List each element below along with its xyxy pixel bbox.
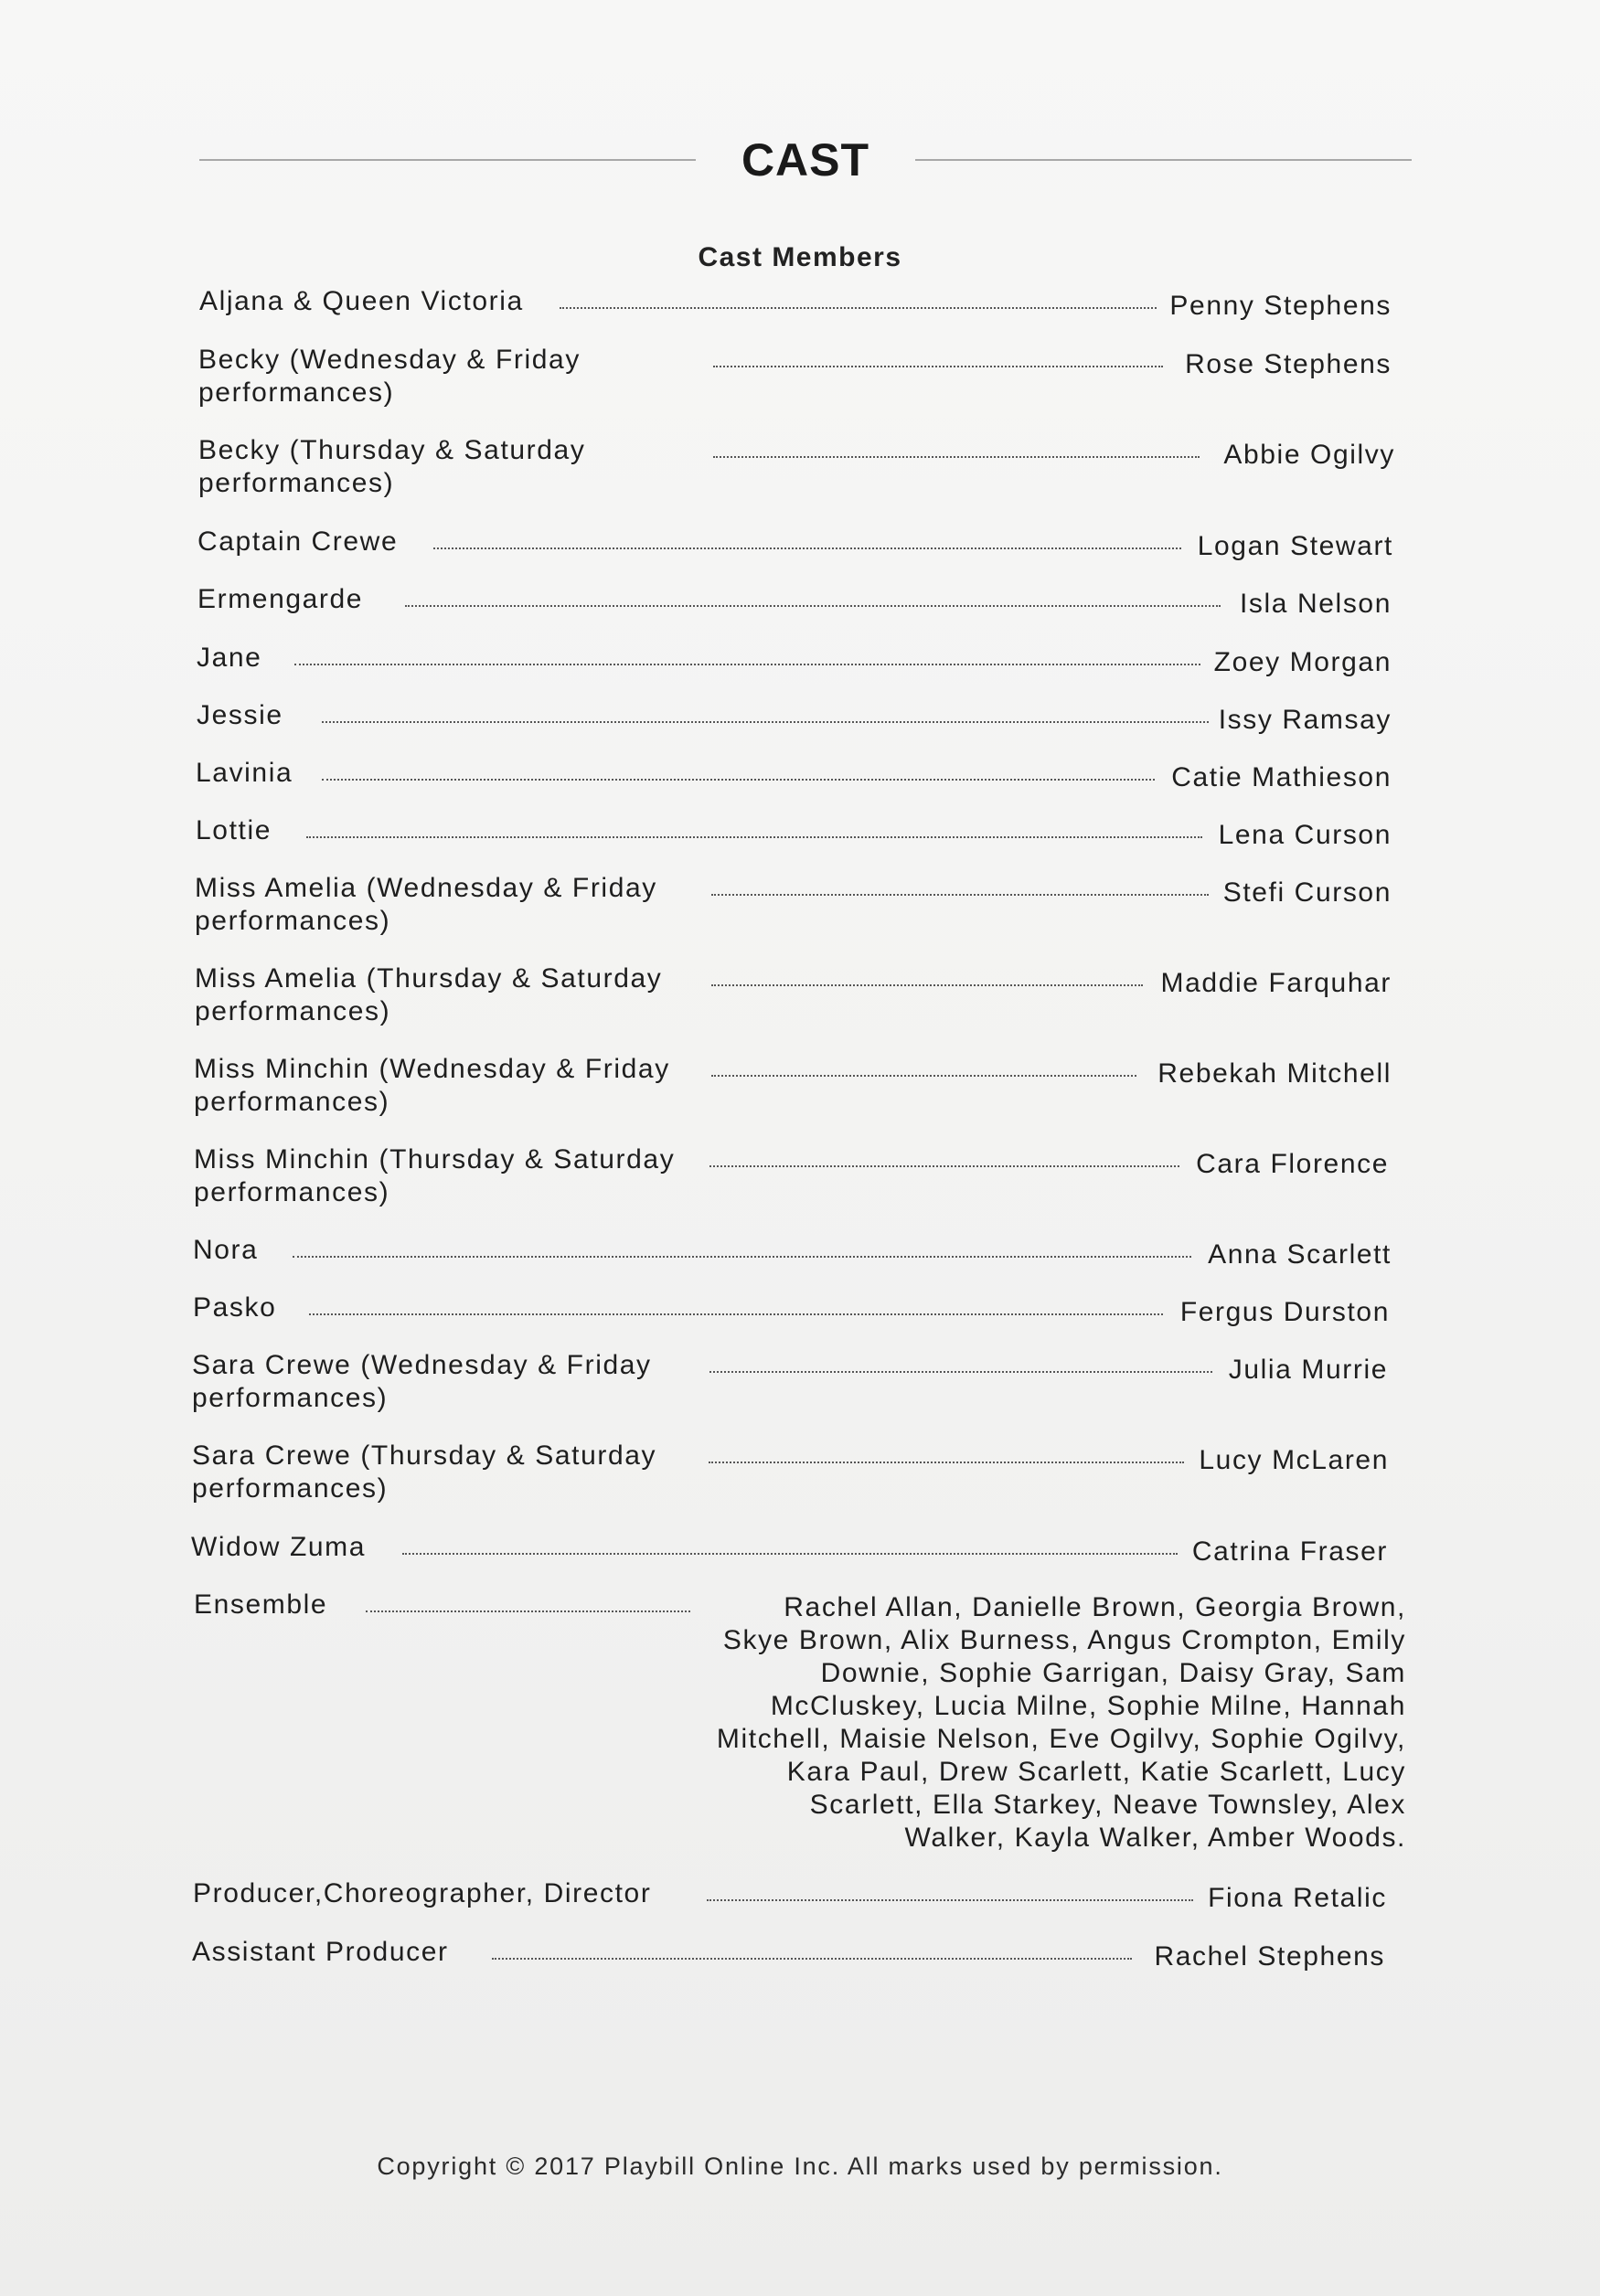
- cast-row: [0, 1053, 1600, 1117]
- role-name: Lottie: [196, 815, 272, 845]
- dot-leader: [709, 1462, 1184, 1463]
- dot-leader: [711, 984, 1143, 986]
- cast-row: [0, 757, 1600, 812]
- actor-name: Maddie Farquhar: [1160, 968, 1392, 998]
- cast-row: [0, 583, 1600, 638]
- role-name: Assistant Producer: [192, 1937, 449, 1967]
- role-name: Widow Zuma: [191, 1532, 367, 1562]
- actor-name: Rebekah Mitchell: [1157, 1058, 1392, 1089]
- role-name: Ermengarde: [197, 584, 364, 614]
- dot-leader: [709, 1165, 1179, 1167]
- actor-name: Rachel Stephens: [1154, 1941, 1385, 1972]
- actor-name: Abbie Ogilvy: [1223, 440, 1395, 470]
- role-name: Nora: [193, 1235, 259, 1265]
- section-subtitle: Cast Members: [698, 242, 902, 272]
- dot-leader: [433, 547, 1181, 549]
- cast-row: [0, 1440, 1600, 1504]
- role-name: Captain Crewe: [197, 526, 399, 557]
- role-name: Lavinia: [196, 758, 293, 788]
- ensemble-row: [0, 1589, 1600, 1853]
- role-name: Miss Amelia (Thursday & Saturday performances): [195, 963, 663, 1026]
- dot-leader: [322, 779, 1155, 781]
- cast-row: [0, 434, 1600, 498]
- role-name: Ensemble: [194, 1589, 328, 1620]
- cast-row: [0, 526, 1600, 580]
- cast-row: [0, 1234, 1600, 1289]
- dot-leader: [713, 366, 1163, 367]
- dot-leader: [366, 1610, 690, 1612]
- actor-name: Penny Stephens: [1169, 291, 1392, 321]
- dot-leader: [707, 1899, 1193, 1901]
- cast-row: [0, 344, 1600, 408]
- dot-leader: [492, 1958, 1132, 1960]
- cast-row: [0, 699, 1600, 754]
- actor-name: Catrina Fraser: [1191, 1536, 1388, 1567]
- role-name: Producer,Choreographer, Director: [193, 1878, 652, 1908]
- cast-row: [0, 1531, 1600, 1586]
- actor-name: Cara Florence: [1196, 1149, 1389, 1179]
- actor-name: Lucy McLaren: [1199, 1445, 1389, 1475]
- cast-row: [0, 1292, 1600, 1346]
- role-name: Miss Amelia (Wednesday & Friday performances): [195, 873, 657, 936]
- role-name: Becky (Wednesday & Friday performances): [198, 345, 581, 408]
- role-name: Miss Minchin (Thursday & Saturday performances): [194, 1144, 676, 1207]
- actor-name: Fiona Retalic: [1208, 1883, 1387, 1913]
- copyright-footer: Copyright © 2017 Playbill Online Inc. All marks used by permission.: [377, 2152, 1223, 2180]
- dot-leader: [711, 1075, 1136, 1077]
- actor-name: Isla Nelson: [1239, 589, 1392, 619]
- role-name: Pasko: [193, 1292, 277, 1323]
- actor-name: Julia Murrie: [1228, 1355, 1388, 1385]
- dot-leader: [711, 894, 1209, 896]
- cast-row: [0, 814, 1600, 869]
- actor-name: Logan Stewart: [1197, 531, 1393, 561]
- cast-row: [0, 1877, 1600, 1932]
- role-name: Jane: [197, 643, 262, 673]
- page-title: CAST: [741, 134, 870, 186]
- role-name: Miss Minchin (Wednesday & Friday performances): [194, 1054, 670, 1117]
- role-name: Aljana & Queen Victoria: [199, 286, 524, 316]
- dot-leader: [293, 1256, 1191, 1258]
- cast-row: [0, 1936, 1600, 1991]
- cast-row: [0, 285, 1600, 340]
- heading-rule-right: [915, 159, 1412, 161]
- actor-name: Lena Curson: [1218, 820, 1392, 850]
- actor-name: Rose Stephens: [1185, 349, 1392, 379]
- dot-leader: [405, 605, 1221, 607]
- cast-row: [0, 642, 1600, 696]
- actor-name: Issy Ramsay: [1218, 705, 1392, 735]
- role-name: Becky (Thursday & Saturday performances): [198, 435, 586, 498]
- dot-leader: [709, 1371, 1212, 1373]
- dot-leader: [713, 456, 1200, 458]
- cast-row: [0, 1143, 1600, 1207]
- dot-leader: [294, 664, 1200, 665]
- role-name: Sara Crewe (Thursday & Saturday performances): [192, 1440, 657, 1504]
- actor-name: Catie Mathieson: [1171, 762, 1392, 792]
- dot-leader: [309, 1313, 1163, 1315]
- heading-rule-left: [199, 159, 696, 161]
- actor-name: Fergus Durston: [1179, 1297, 1390, 1327]
- dot-leader: [306, 836, 1202, 838]
- cast-row: [0, 1349, 1600, 1413]
- dot-leader: [322, 721, 1209, 723]
- cast-row: [0, 962, 1600, 1026]
- actor-name: Zoey Morgan: [1213, 647, 1392, 677]
- actor-name: Stefi Curson: [1222, 877, 1392, 908]
- dot-leader: [402, 1553, 1178, 1555]
- actor-name: Anna Scarlett: [1208, 1239, 1392, 1270]
- role-name: Jessie: [197, 700, 283, 730]
- cast-row: [0, 872, 1600, 936]
- dot-leader: [560, 307, 1157, 309]
- ensemble-members: Rachel Allan, Danielle Brown, Georgia Brown, Skye Brown, Alix Burness, Angus Crompton, Emily Downie, Sophie Garrigan, Daisy Gray, Sam McCluskey, Lucia Milne, Sophie Milne, Hannah Mitchell, Maisie Nelson, Eve Ogilvy, Sophie Ogilvy, Kara Paul, Drew Scarlett, Katie Scarlett, Lucy Scarlett, Ella Starkey, Neave Townsley, Alex Walker, Kayla Walker, Amber Woods.: [716, 1592, 1406, 1853]
- cast-heading: [199, 128, 1412, 192]
- role-name: Sara Crewe (Wednesday & Friday performances): [192, 1350, 652, 1413]
